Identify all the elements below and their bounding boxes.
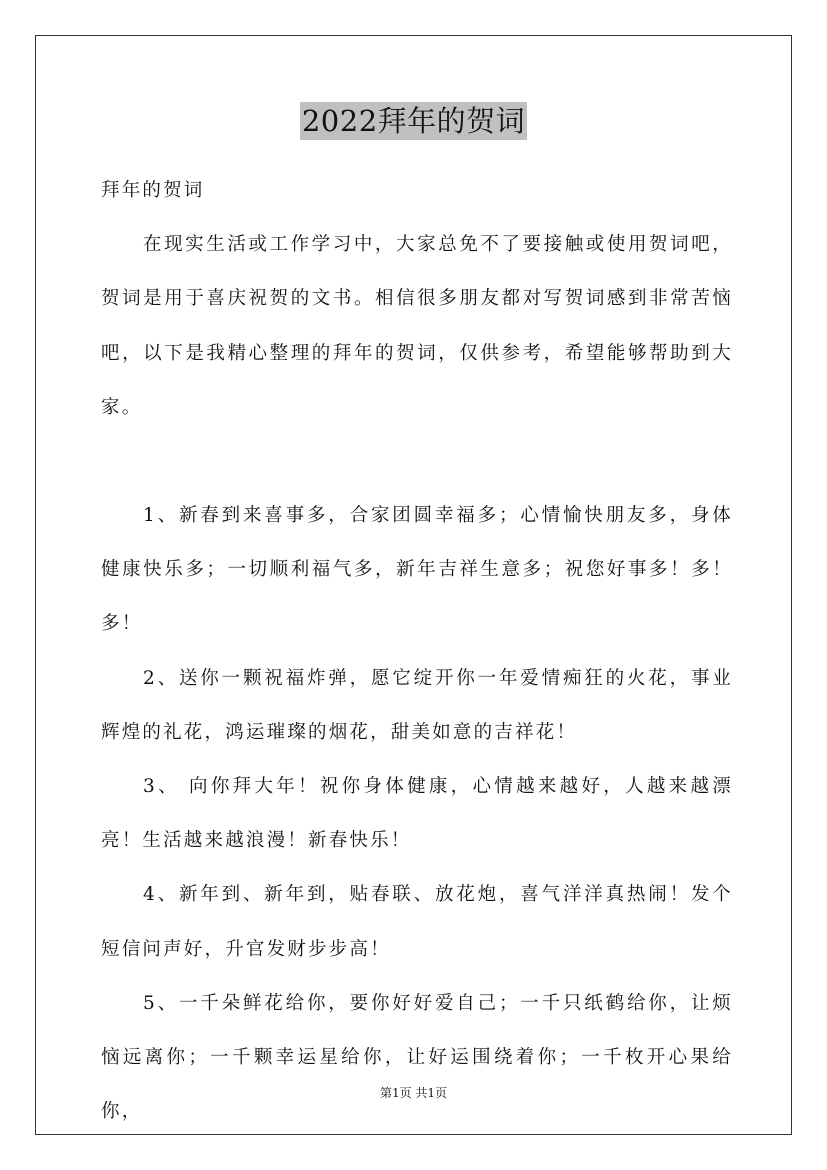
document-title: 2022拜年的贺词	[301, 104, 526, 138]
greeting-item-4: 4、新年到、新年到，贴春联、放花炮，喜气洋洋真热闹！发个短信问声好，升官发财步步高！	[101, 884, 733, 960]
greeting-item-2: 2、送你一颗祝福炸弹，愿它绽开你一年爱情痴狂的火花，事业辉煌的礼花，鸿运璀璨的烟花，甜美如意的吉祥花！	[101, 667, 733, 743]
document-subtitle: 拜年的贺词	[101, 180, 205, 201]
page-footer	[0, 1084, 827, 1101]
greeting-item-1: 1、新春到来喜事多，合家团圆幸福多；心情愉快朋友多，身体健康快乐多；一切顺利福气多，新年吉祥生意多；祝您好事多！多！多！	[101, 505, 733, 635]
greeting-item-5: 5、一千朵鲜花给你，要你好好爱自己；一千只纸鹤给你，让烦恼远离你；一千颗幸运星给你，让好运围绕着你；一千枚开心果给你，	[101, 992, 733, 1123]
greeting-item-3: 3、 向你拜大年！祝你身体健康，心情越来越好，人越来越漂亮！生活越来越浪漫！新春快乐！	[101, 776, 733, 852]
document-body	[101, 164, 733, 1139]
paragraph-gap	[101, 435, 733, 489]
intro-paragraph: 在现实生活或工作学习中，大家总免不了要接触或使用贺词吧，贺词是用于喜庆祝贺的文书。相信很多朋友都对写贺词感到非常苦恼吧，以下是我精心整理的拜年的贺词，仅供参考，希望能够帮助到大家。	[101, 234, 733, 418]
page-number: 第1页 共1页	[379, 1086, 448, 1100]
title-container	[0, 102, 827, 140]
